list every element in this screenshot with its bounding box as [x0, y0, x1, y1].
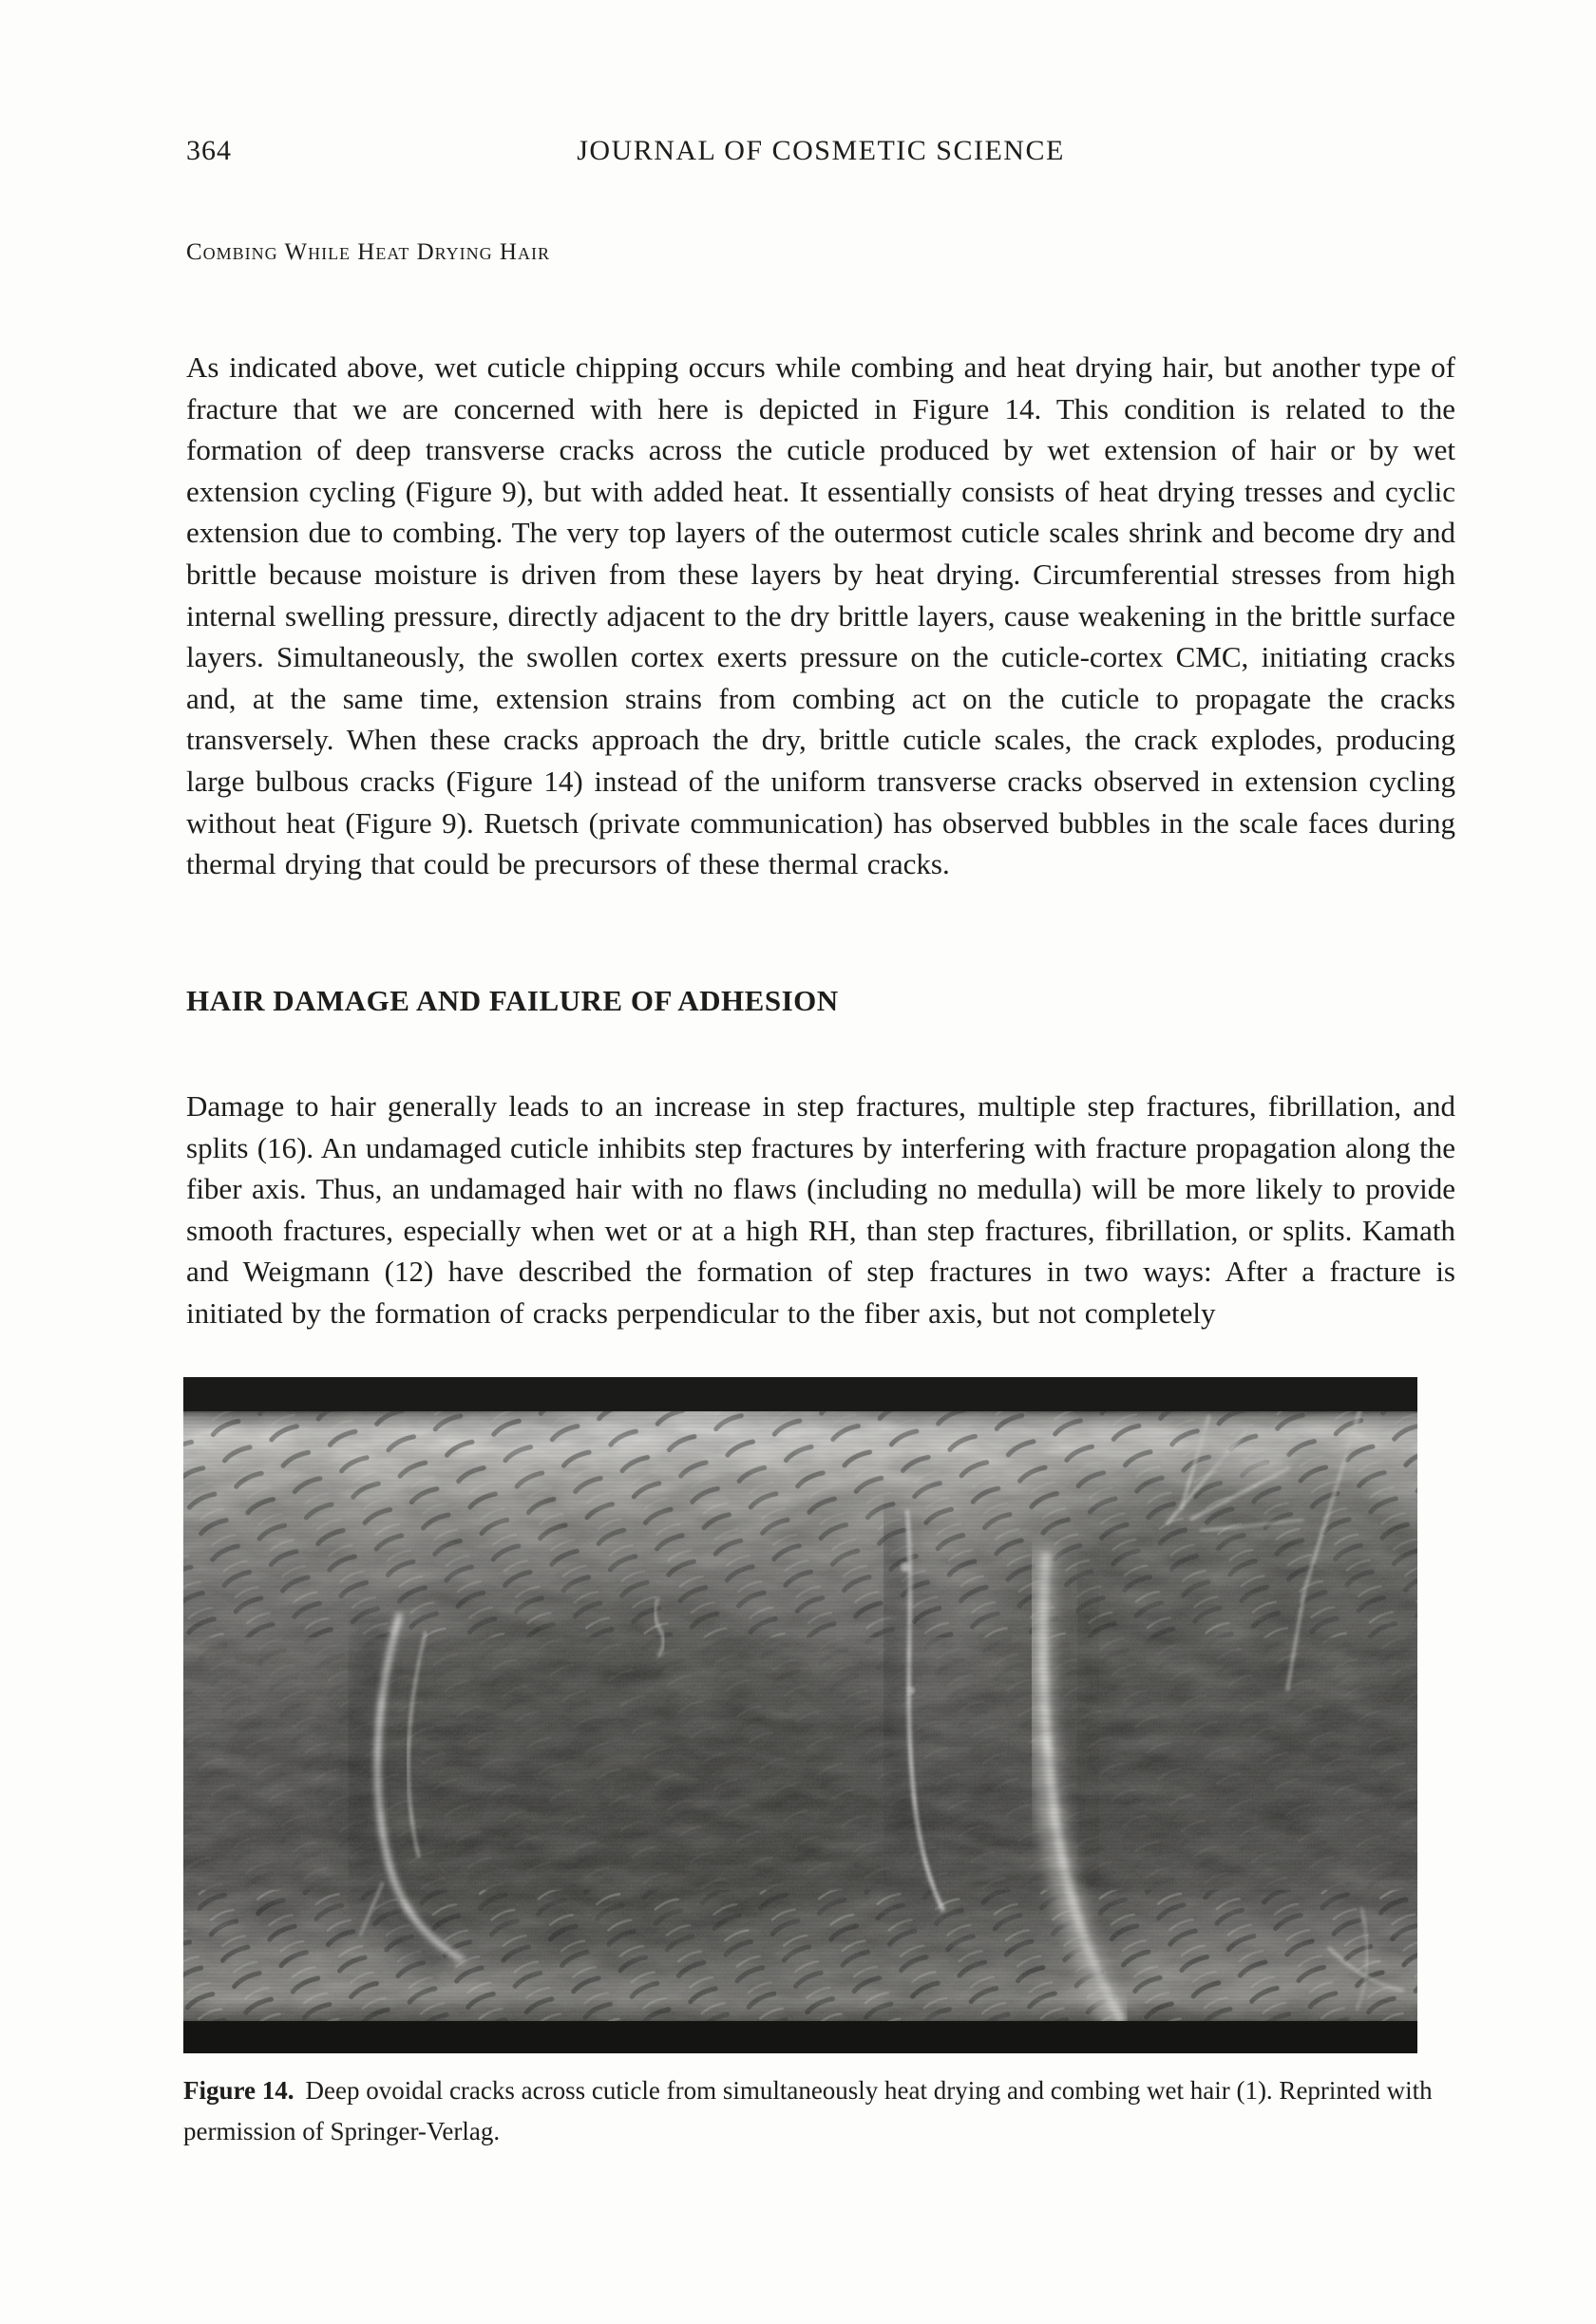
- figure-caption: [183, 2070, 1460, 2152]
- journal-title: JOURNAL OF COSMETIC SCIENCE: [577, 135, 1065, 166]
- page-number: 364: [186, 135, 232, 166]
- figure-caption-text: Deep ovoidal cracks across cuticle from simultaneously heat drying and combing wet hair (1). Reprinted with permission of Springer-Verlag.: [183, 2076, 1433, 2145]
- figure-caption-label: Figure 14.: [183, 2076, 294, 2105]
- section-heading-combing-while-heat-drying-hair: Combing While Heat Drying Hair: [186, 239, 550, 265]
- paragraph-combing-heat-drying: As indicated above, wet cuticle chipping occurs while combing and heat drying hair, but another type of fracture that we are concerned with here is depicted in Figure 14. This condition is related to the formation of deep transverse cracks across the cuticle produced by wet extension of hair or by wet extension cycling (Figure 9), but with added heat. It essentially consists of heat drying tresses and cyclic extension due to combing. The very top layers of the outermost cuticle scales shrink and become dry and brittle because moisture is driven from these layers by heat drying. Circumferential stresses from high internal swelling pressure, directly adjacent to the dry brittle layers, cause weakening in the brittle surface layers. Simultaneously, the swollen cortex exerts pressure on the cuticle-cortex CMC, initiating cracks and, at the same time, extension strains from combing act on the cuticle to propagate the cracks transversely. When these cracks approach the dry, brittle cuticle scales, the crack explodes, producing large bulbous cracks (Figure 14) instead of the uniform transverse cracks observed in extension cycling without heat (Figure 9). Ruetsch (private communication) has observed bubbles in the scale faces during thermal drying that could be precursors of these thermal cracks.: [186, 350, 1455, 881]
- paragraph-hair-damage: Damage to hair generally leads to an increase in step fractures, multiple step fractures, fibrillation, and splits (16). An undamaged cuticle inhibits step fractures by interfering with fracture propagation along the fiber axis. Thus, an undamaged hair with no flaws (including no medulla) will be more likely to provide smooth fractures, especially when wet or at a high RH, than step fractures, fibrillation, or splits. Kamath and Weigmann (12) have described the formation of step fractures in two ways: After a fracture is initiated by the formation of cracks perpendicular to the fiber axis, but not completely: [186, 1089, 1455, 1330]
- section-heading-hair-damage-adhesion: HAIR DAMAGE AND FAILURE OF ADHESION: [186, 984, 839, 1017]
- figure-14: [183, 1377, 1433, 2152]
- sem-micrograph-image: [183, 1377, 1417, 2053]
